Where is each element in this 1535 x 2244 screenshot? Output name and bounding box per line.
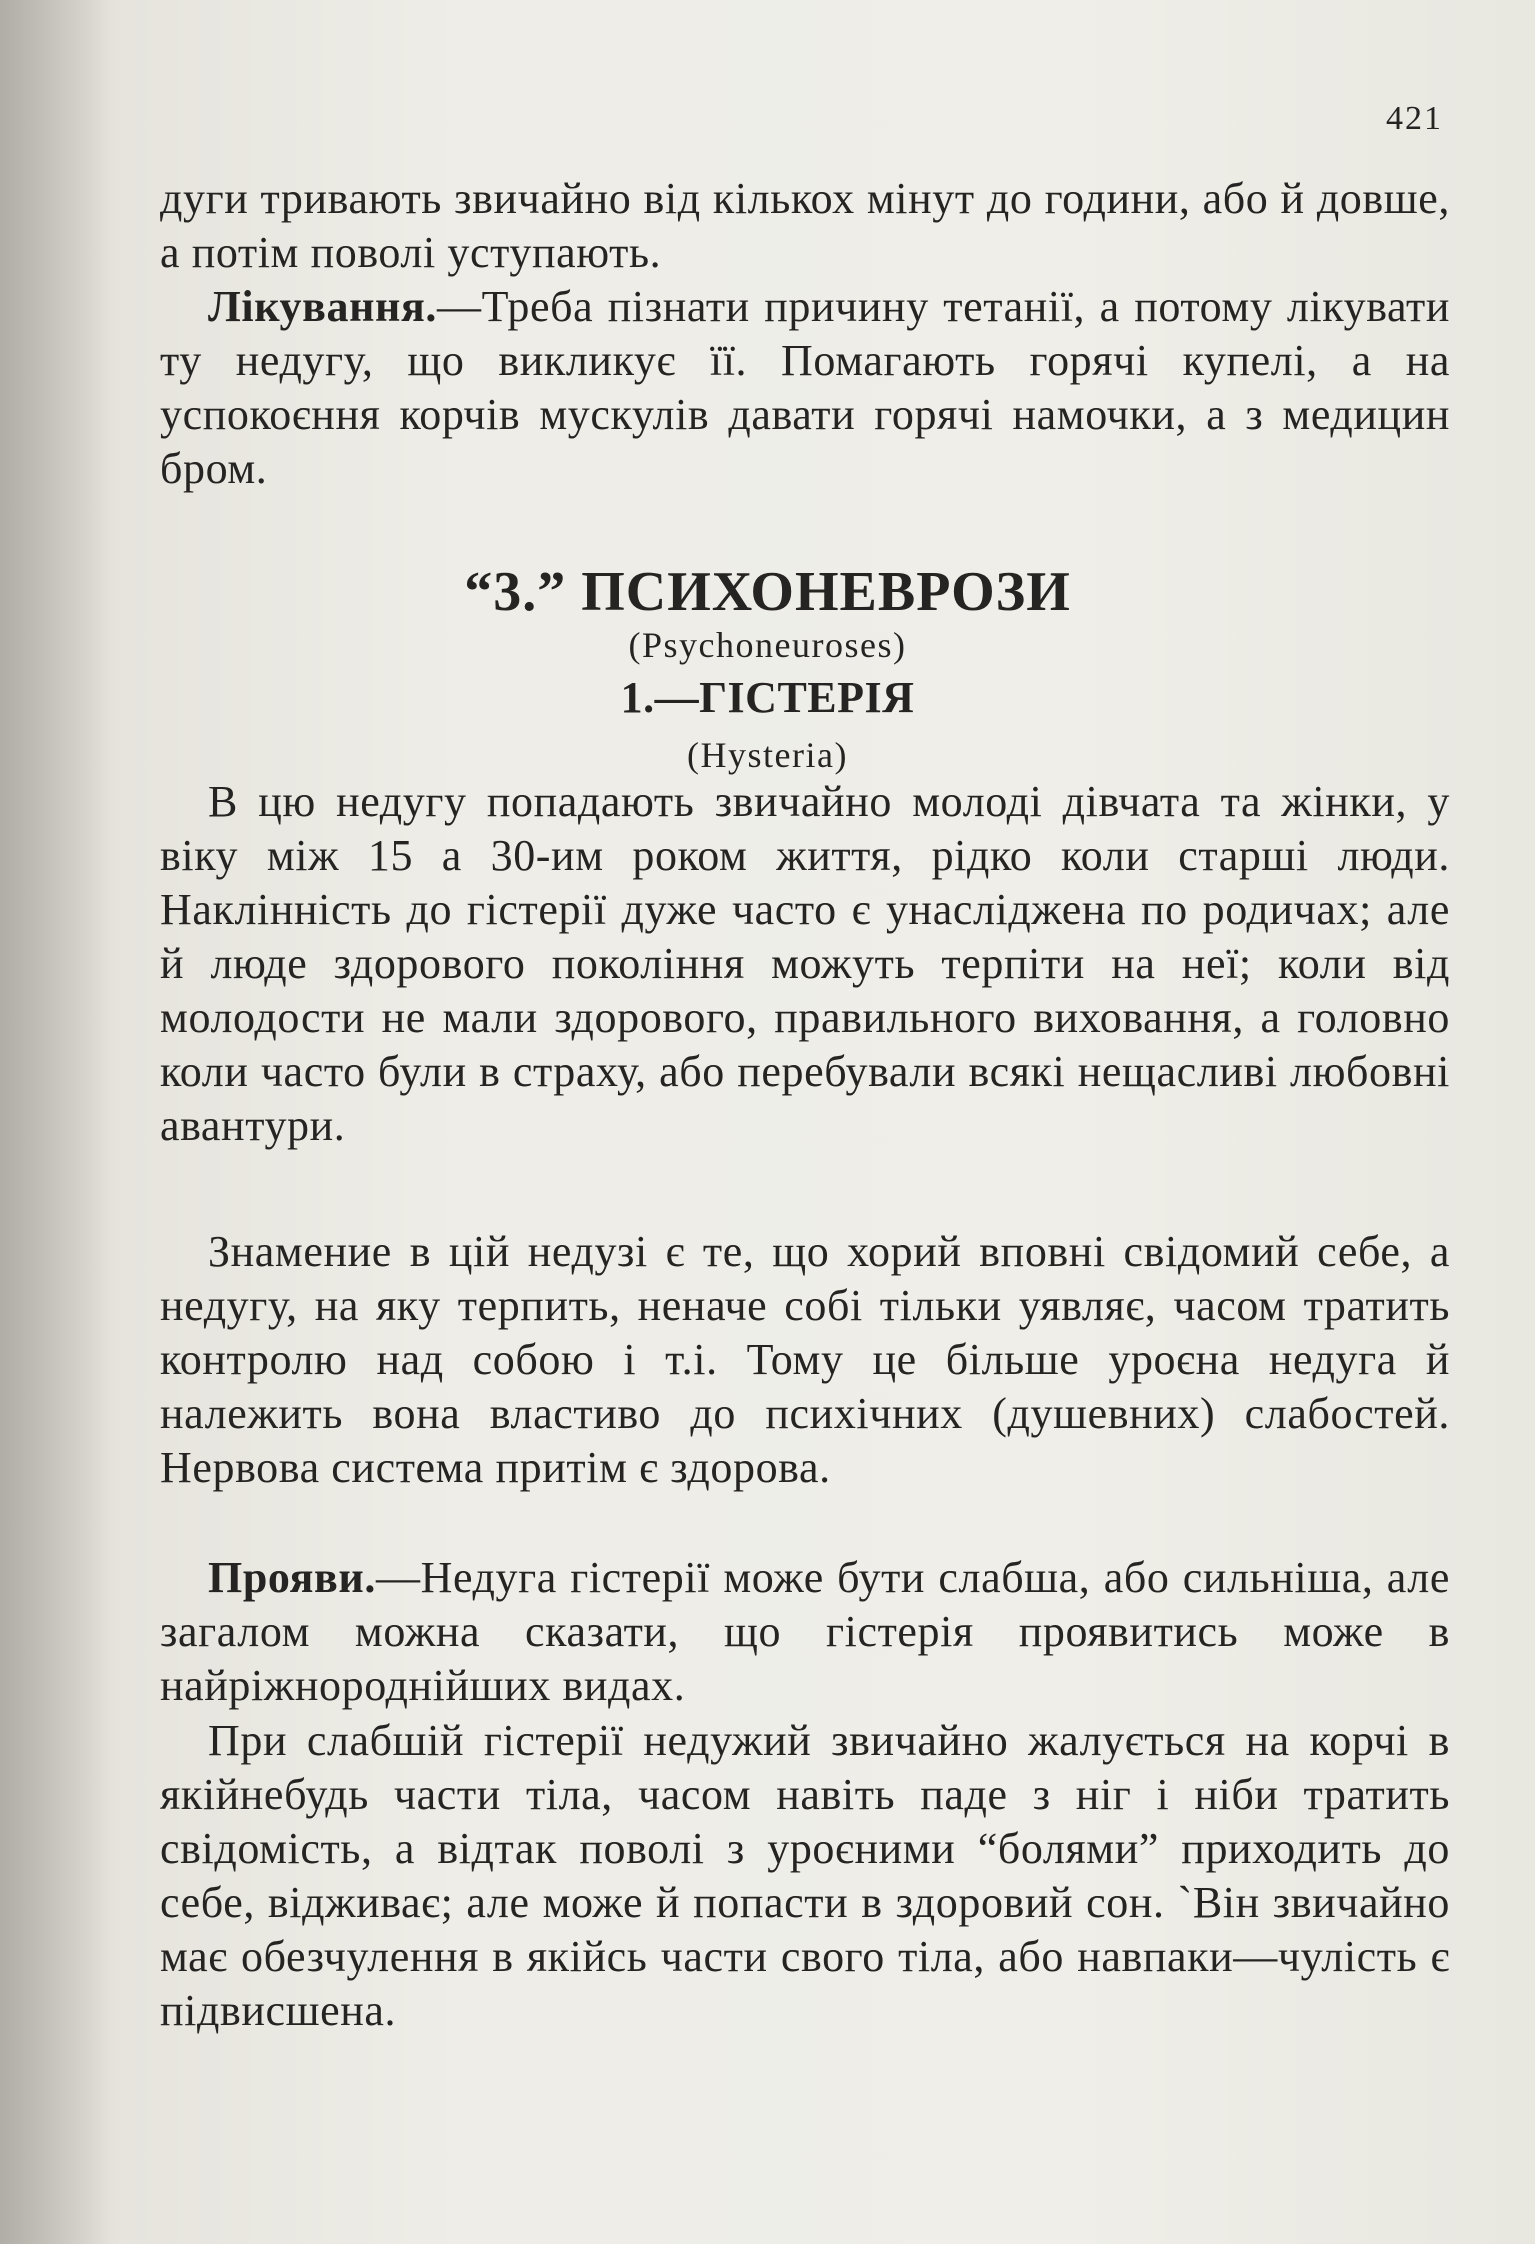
chapter-text-2: [160, 1225, 1450, 1495]
paragraph-symptoms: [160, 1551, 1450, 1713]
section-title: “3.” ПСИХОНЕВРОЗИ: [464, 561, 1071, 623]
intro-text: [160, 172, 1450, 496]
chapter-text-3: [160, 1551, 1450, 1713]
treatment-text: —Треба пізнати причину тетанії, а потому лікувати ту недугу, що викликує її. Помагають горячі купелі, а на успокоєння корчів мускулів давати горячі намочки, а з медицин бром.: [160, 282, 1450, 493]
paragraph-mild-form: При слабшій гістерії недужий звичайно жалується на корчі в якійнебудь части тіла, часом навіть паде з ніг і ніби тратить свідомість, а відтак поволі з уроєними “болями” приходить до себе, відживає; але може й попасти в здоровий сон. `Він звичайно має обезчулення в якійсь части свого тіла, або навпаки—чулість є підвисшена.: [160, 1716, 1450, 2035]
treatment-lead: Лікування.: [208, 282, 438, 331]
paragraph-treatment: [160, 280, 1450, 496]
paragraph-continuation: дуги тривають звичайно від кількох мінут до години, або й довше, а потім поволі уступають.: [160, 174, 1450, 277]
chapter-text-4: [160, 1714, 1450, 2038]
chapter-title: 1.—ГІСТЕРІЯ: [620, 673, 915, 722]
section-subtitle: (Psychoneuroses): [628, 625, 907, 665]
symptoms-text: —Недуга гістерії може бути слабша, або сильніша, але загалом можна сказати, що гістерія проявитись може в найріжнороднійших видах.: [160, 1553, 1450, 1710]
chapter-subtitle: (Hysteria): [687, 735, 848, 775]
symptoms-lead: Прояви.: [208, 1553, 376, 1602]
chapter-text-1: [160, 775, 1450, 1153]
page-number: 421: [1386, 100, 1443, 137]
paragraph-sign: Знамение в цій недузі є те, що хорий вповні свідомий себе, а недугу, на яку терпить, неначе собі тільки уявляє, часом тратить контролю над собою і т.і. Тому це більше уроєна недуга й належить вона властиво до психічних (душевних) слабостей. Нервова система притім є здорова.: [160, 1227, 1450, 1492]
paragraph-intro: В цю недугу попадають звичайно молоді дівчата та жінки, у віку між 15 а 30-им роком життя, рідко коли старші люди. Наклінність до гістерії дуже часто є унасліджена по родичах; але й люде здорового покоління можуть терпіти на неї; коли від молодости не мали здорового, правильного виховання, а головно коли часто були в страху, або перебували всякі нещасливі любовні авантури.: [160, 777, 1450, 1150]
